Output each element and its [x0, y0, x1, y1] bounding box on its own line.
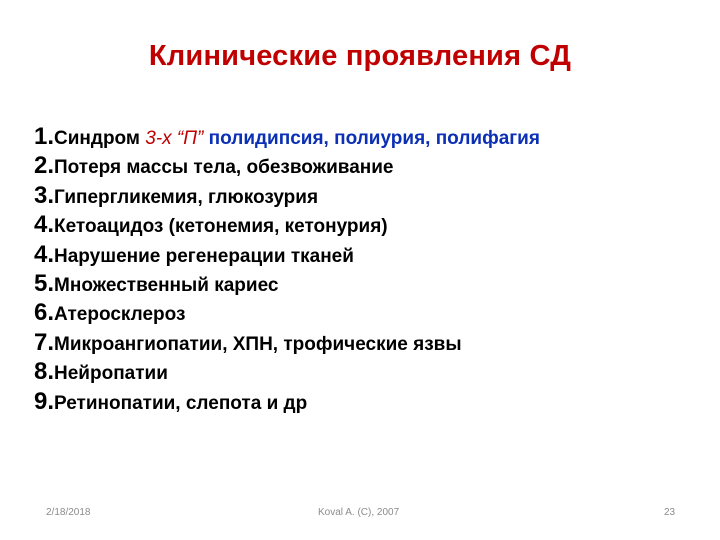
item-number: 3.: [34, 181, 55, 209]
item-text: Нарушение регенерации тканей: [54, 245, 354, 267]
list-item: [34, 357, 694, 386]
slide-title: Клинические проявления СД: [148, 40, 572, 72]
footer-author: Koval A. (C), 2007: [318, 507, 400, 518]
item-text: Ретинопатии, слепота и др: [54, 392, 308, 414]
item-number: 1.: [34, 123, 55, 150]
item-number: 9.: [34, 387, 55, 415]
item-highlight: 3-х “П”: [145, 128, 204, 149]
list-item: [34, 210, 694, 239]
item-text: Микроангиопатии, ХПН, трофические язвы: [54, 333, 462, 355]
item-number: 4.: [34, 240, 55, 268]
item-text: Кетоацидоз (кетонемия, кетонурия): [54, 216, 388, 238]
item-text: Гипергликемия, глюкозурия: [54, 186, 319, 208]
item-text: Атеросклероз: [54, 304, 186, 326]
item-text: Потеря массы тела, обезвоживание: [54, 157, 394, 179]
list-item: [34, 387, 694, 416]
list-item: [34, 151, 694, 180]
item-prefix: Синдром: [54, 128, 146, 149]
item-text: Нейропатии: [54, 363, 168, 385]
list-item: [34, 269, 694, 298]
item-number: 8.: [34, 358, 55, 386]
list-item: [34, 122, 694, 151]
item-number: 2.: [34, 152, 55, 180]
footer-date: 2/18/2018: [46, 507, 91, 518]
item-symptoms: полидипсия, полиурия, полифагия: [203, 128, 540, 149]
item-number: 4.: [34, 211, 55, 239]
item-number: 6.: [34, 299, 55, 327]
item-text: Множественный кариес: [54, 274, 279, 296]
list-item: [34, 181, 694, 210]
list-item: [34, 328, 694, 357]
item-number: 5.: [34, 269, 55, 297]
list-item: [34, 240, 694, 269]
symptom-list: [34, 122, 694, 416]
page-number: 23: [664, 507, 676, 518]
item-number: 7.: [34, 328, 55, 356]
list-item: [34, 298, 694, 327]
